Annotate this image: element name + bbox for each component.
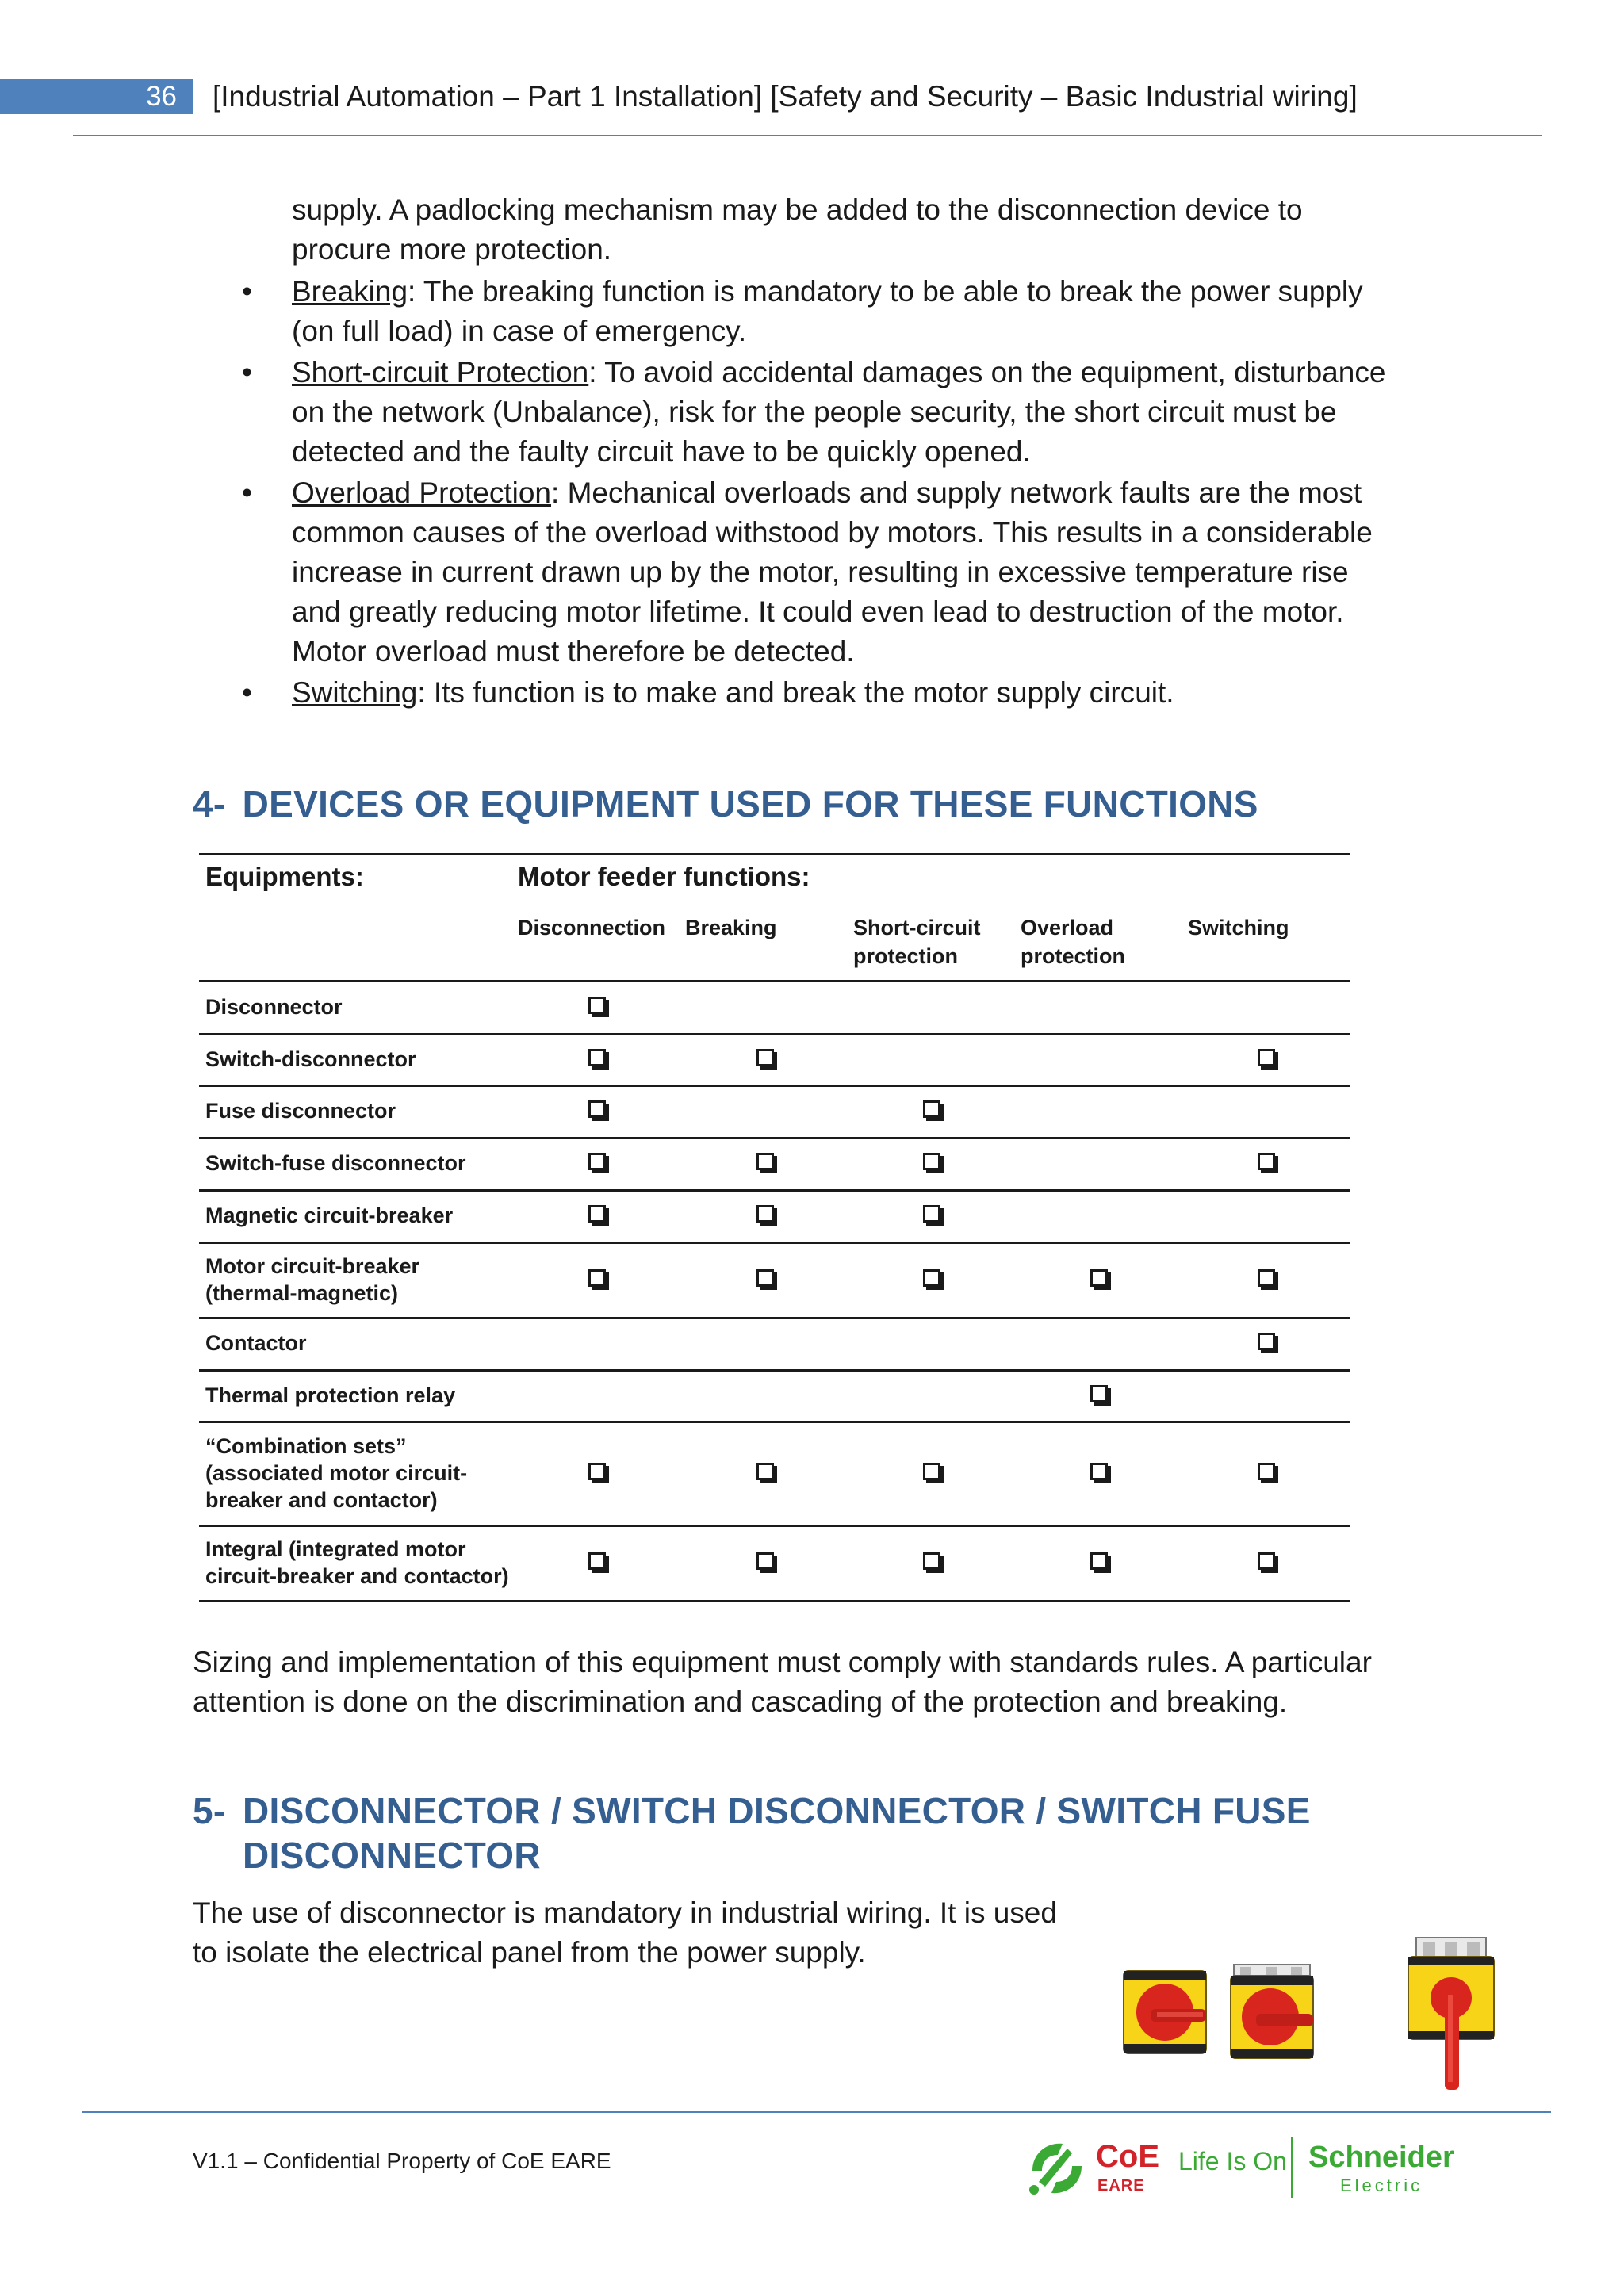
function-header-switching: Switching bbox=[1188, 916, 1289, 939]
section-title: DEVICES OR EQUIPMENT USED FOR THESE FUNCTIONS bbox=[242, 783, 1258, 825]
logo-separator bbox=[1291, 2137, 1293, 2198]
coe-logo-text: CoE bbox=[1096, 2139, 1159, 2174]
checkbox-icon bbox=[923, 1153, 940, 1170]
checkbox-icon bbox=[756, 1153, 774, 1170]
footer-logos bbox=[1023, 2133, 1467, 2212]
checkbox-icon bbox=[1258, 1333, 1275, 1350]
bullet-term: Overload Protection bbox=[292, 476, 552, 509]
footer-divider bbox=[82, 2111, 1551, 2113]
eare-logo-text: EARE bbox=[1097, 2177, 1145, 2195]
equipment-name bbox=[205, 1330, 307, 1357]
checkbox-icon bbox=[923, 1205, 940, 1223]
checkbox-icon bbox=[1258, 1049, 1275, 1066]
bullet-list bbox=[242, 272, 1385, 713]
life-is-on-tagline: Life Is On bbox=[1178, 2147, 1287, 2175]
checkbox-icon bbox=[588, 1153, 606, 1170]
after-table-paragraph: Sizing and implementation of this equipment must comply with standards rules. A particular attention is done on the discrimination and cascading of the protection and breaking. bbox=[193, 1646, 1372, 1718]
equipment-name-line: Integral (integrated motor bbox=[205, 1536, 466, 1561]
checkbox-icon bbox=[1258, 1153, 1275, 1170]
equipment-name-line: (associated motor circuit- bbox=[205, 1460, 468, 1485]
equipment-name bbox=[205, 1202, 453, 1229]
checkbox-icon bbox=[588, 1552, 606, 1570]
checkbox-icon bbox=[588, 1205, 606, 1223]
equipment-name-line: Disconnector bbox=[205, 994, 343, 1019]
section-title-line: DISCONNECTOR / SWITCH DISCONNECTOR / SWITCH FUSE bbox=[243, 1790, 1311, 1831]
equipment-name bbox=[205, 1433, 467, 1513]
bullet-marker: • bbox=[242, 476, 252, 509]
table-row-rule bbox=[199, 1525, 1350, 1527]
section-title-line: DISCONNECTOR bbox=[243, 1835, 541, 1876]
section5-paragraph: The use of disconnector is mandatory in industrial wiring. It is used to isolate the electrical panel from the power supply. bbox=[193, 1896, 1057, 1969]
electric-brand-text: Electric bbox=[1340, 2175, 1423, 2195]
table-row-rule bbox=[199, 1242, 1350, 1244]
equipment-name bbox=[205, 993, 343, 1020]
checkbox-icon bbox=[756, 1049, 774, 1066]
bullet-item-switching: • Switching: Its function is to make and break the motor supply circuit. bbox=[242, 673, 1385, 713]
checkbox-icon bbox=[1090, 1385, 1108, 1402]
intro-line: supply. A padlocking mechanism may be added to the disconnection device to bbox=[292, 193, 1303, 226]
equipment-name-line: (thermal-magnetic) bbox=[205, 1280, 399, 1305]
function-header-overload: Overload protection bbox=[1021, 916, 1125, 968]
checkbox-icon bbox=[1090, 1269, 1108, 1287]
bullet-item-short-circuit: • Short-circuit Protection: To avoid accidental damages on the equipment, disturbance on the network (Unbalance), risk for the people security, the short circuit must be detected and the faulty circuit have to be quickly opened. bbox=[242, 353, 1385, 472]
checkbox-icon bbox=[923, 1463, 940, 1480]
bullet-term: Breaking bbox=[292, 275, 408, 308]
table-row-rule bbox=[199, 1317, 1350, 1319]
checkbox-icon bbox=[588, 1049, 606, 1066]
checkbox-icon bbox=[588, 997, 606, 1014]
equipment-name-line: breaker and contactor) bbox=[205, 1487, 438, 1512]
checkbox-icon bbox=[1258, 1463, 1275, 1480]
equipment-name-line: Magnetic circuit-breaker bbox=[205, 1203, 454, 1227]
bullet-marker: • bbox=[242, 356, 252, 388]
table-row-rule bbox=[199, 1189, 1350, 1192]
equipment-name bbox=[205, 1382, 455, 1409]
checkbox-icon bbox=[756, 1269, 774, 1287]
table-header-functions: Motor feeder functions: bbox=[518, 862, 810, 891]
function-header-short-circuit: Short-circuit protection bbox=[853, 916, 981, 968]
bullet-marker: • bbox=[242, 275, 252, 308]
disconnector-product-image-1 bbox=[1122, 1966, 1209, 2061]
table-row-rule bbox=[199, 1137, 1350, 1139]
equipment-name bbox=[205, 1253, 419, 1307]
intro-line: procure more protection. bbox=[292, 233, 612, 266]
checkbox-icon bbox=[588, 1463, 606, 1480]
running-header-title: [Industrial Automation – Part 1 Installation] [Safety and Security – Basic Industrial wiring] bbox=[213, 80, 1358, 113]
header-divider bbox=[73, 135, 1542, 136]
table-header-rule bbox=[199, 980, 1350, 982]
table-header-equipments: Equipments: bbox=[205, 862, 364, 891]
equipment-name bbox=[205, 1046, 416, 1073]
bullet-term: Short-circuit Protection bbox=[292, 356, 589, 388]
table-top-rule bbox=[199, 853, 1350, 855]
equipment-name-line: Contactor bbox=[205, 1331, 307, 1355]
equipment-name-line: Motor circuit-breaker bbox=[205, 1253, 420, 1278]
equipment-name-line: Fuse disconnector bbox=[205, 1099, 396, 1123]
disconnector-product-image-2 bbox=[1229, 1963, 1316, 2063]
checkbox-icon bbox=[923, 1552, 940, 1570]
section-heading-4 bbox=[193, 782, 1258, 826]
section-number: 4- bbox=[193, 783, 226, 825]
bullet-marker: • bbox=[242, 676, 252, 709]
checkbox-icon bbox=[1090, 1552, 1108, 1570]
table-row-rule bbox=[199, 1421, 1350, 1423]
checkbox-icon bbox=[923, 1100, 940, 1118]
equipment-name bbox=[205, 1150, 466, 1177]
page-number: 36 bbox=[0, 79, 193, 114]
checkbox-icon bbox=[1090, 1463, 1108, 1480]
bullet-item-breaking: • Breaking: The breaking function is mandatory to be able to break the power supply (on full load) in case of emergency. bbox=[242, 272, 1385, 351]
checkbox-icon bbox=[756, 1552, 774, 1570]
equipment-name bbox=[205, 1536, 509, 1590]
section-heading-5 bbox=[193, 1789, 1311, 1877]
equipment-name-line: “Combination sets” bbox=[205, 1433, 407, 1458]
disconnector-product-image-3 bbox=[1405, 1934, 1500, 2093]
checkbox-icon bbox=[588, 1100, 606, 1118]
table-row-rule bbox=[199, 1085, 1350, 1087]
checkbox-icon bbox=[1258, 1552, 1275, 1570]
section-number: 5- bbox=[193, 1790, 226, 1831]
checkbox-icon bbox=[756, 1205, 774, 1223]
footer-confidential-text: V1.1 – Confidential Property of CoE EARE bbox=[193, 2149, 611, 2173]
equipment-name-line: Switch-fuse disconnector bbox=[205, 1151, 466, 1175]
table-row-rule bbox=[199, 1369, 1350, 1372]
intro-paragraph bbox=[292, 190, 1303, 270]
checkbox-icon bbox=[1258, 1269, 1275, 1287]
table-row-rule bbox=[199, 1600, 1350, 1602]
checkbox-icon bbox=[923, 1269, 940, 1287]
equipment-name-line: Thermal protection relay bbox=[205, 1383, 456, 1407]
schneider-brand-text: Schneider bbox=[1308, 2141, 1454, 2174]
coe-emblem-icon bbox=[1023, 2134, 1091, 2206]
checkbox-icon bbox=[756, 1463, 774, 1480]
bullet-term: Switching bbox=[292, 676, 418, 709]
checkbox-icon bbox=[588, 1269, 606, 1287]
bullet-item-overload: • Overload Protection: Mechanical overloads and supply network faults are the most common causes of the overload withstood by motors. This results in a considerable increase in current drawn up by the motor, resulting in excessive temperature rise and greatly reducing motor lifetime. It could even lead to destruction of the motor. Motor overload must therefore be detected. bbox=[242, 473, 1385, 672]
function-header-disconnection: Disconnection bbox=[518, 916, 666, 939]
equipment-name bbox=[205, 1097, 396, 1124]
equipment-name-line: Switch-disconnector bbox=[205, 1047, 416, 1071]
function-header-breaking: Breaking bbox=[685, 916, 777, 939]
table-row-rule bbox=[199, 1033, 1350, 1035]
equipment-name-line: circuit-breaker and contactor) bbox=[205, 1563, 509, 1588]
